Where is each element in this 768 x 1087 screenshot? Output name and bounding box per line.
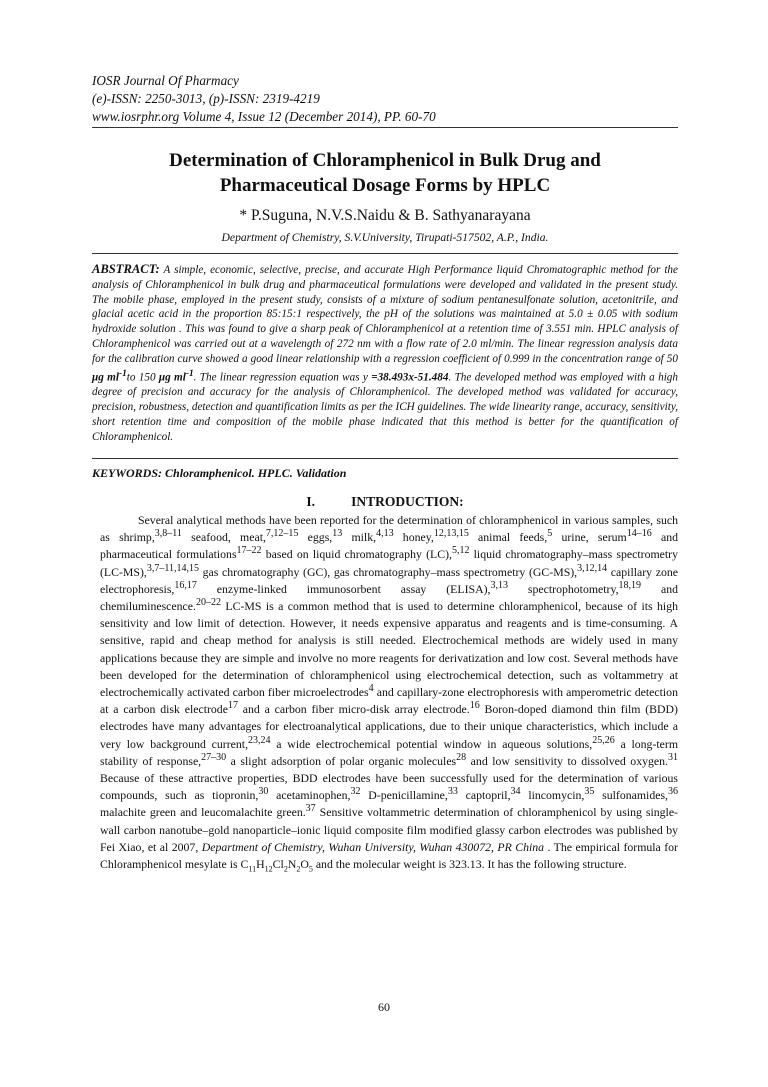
text-run: seafood, meat,: [181, 530, 266, 545]
formula-subscript: 12: [264, 864, 273, 874]
citation-ref: 3,7–11,14,15: [146, 562, 199, 574]
unit: μg ml: [92, 371, 119, 384]
text-run: and chemiluminescence.: [100, 581, 679, 614]
abstract-text: A simple, economic, selective, precise, and accurate High Performance liquid Chromatographic method for the analysis of Chloramphenicol in bulk drug and pharmaceutical formulations were developed and validated in the present study. The mobile phase, employed in the present study, consists of a mixture of sodium pentanesulfonate solution, acetonitrile, and glacial acetic acid in the proportion 85:15:1 respectively, the pH of the solutions was maintained at 5.0 ± 0.05 with sodium hydroxide solution . This was found to give a sharp peak of Chloramphenicol at a retention time of 3.551 min. HPLC analysis of Chloramphenicol was carried out at a wavelength of 272 nm with a flow rate of 2.0 ml/min. The linear regression analysis data for the calibration curve showed a good linear relationship with a regression coefficient of 0.999 in the concentration range of 50: [92, 264, 678, 365]
text-run: lincomycin,: [520, 788, 585, 803]
citation-ref: 34: [510, 786, 521, 798]
text-run: milk,: [342, 530, 377, 545]
text-run: Because of these attractive properties, BDD electrodes have been successfully used for the determination of various compounds, such as tiopronin,: [100, 771, 678, 803]
text-run: sulfonamides,: [594, 788, 668, 803]
text-run: Boron-doped diamond thin film (BDD) electrodes have many advantages for electroanalytical applications, due to their unique characteristics, which include a very low background current,: [100, 702, 678, 751]
citation-ref: 5,12: [451, 545, 470, 557]
citation-ref: 33: [447, 786, 458, 798]
text-run: a wide electrochemical potential window in aqueous solutions,: [270, 736, 593, 751]
unit: μg ml: [158, 371, 186, 384]
affiliation-divider: [92, 253, 678, 254]
section-heading: [92, 494, 678, 510]
text-run: enzyme-linked immunosorbent assay (ELISA),: [196, 581, 491, 596]
section-title: INTRODUCTION:: [351, 494, 464, 509]
text-run: Sensitive voltammetric determination of chloramphenicol by using single-wall carbon nanotube–gold nanoparticle–ionic liquid composite film modified glassy carbon electrodes was published by Fei Xiao, et al 2007,: [100, 805, 678, 854]
abstract: [92, 262, 678, 444]
abstract-text: . The developed method was employed with a high degree of precision and accuracy for the analysis of Chloramphenicol. The developed method was validated for accuracy, precision, robustness, detection and quantification limits as per the ICH guidelines. The wide linearity range, accuracy, sensitivity, short retention time and composition of the mobile phase indicated that this method is better for the quantification of Chloramphenicol.: [92, 371, 678, 443]
citation-ref: 3,13: [490, 579, 508, 591]
journal-volume: www.iosrphr.org Volume 4, Issue 12 (December 2014), PP. 60-70: [92, 109, 436, 124]
citation-ref: 16,17: [174, 579, 197, 591]
introduction-body: [100, 512, 678, 873]
abstract-text: to 150: [126, 371, 159, 384]
citation-ref: 30: [258, 786, 269, 798]
text-run: capillary zone electrophoresis,: [100, 564, 678, 596]
citation-ref: 20–22: [195, 597, 221, 609]
formula-subscript: 11: [248, 864, 257, 874]
journal-header: [92, 72, 692, 126]
citation-ref: 14–16: [626, 528, 652, 540]
intro-paragraph: [100, 512, 678, 873]
text-run: and pharmaceutical formulations: [100, 530, 679, 562]
citation-ref: 4,13: [376, 528, 394, 540]
regression-equation: =38.493x-51.484: [371, 371, 449, 384]
formula-element: H: [256, 857, 265, 872]
unit-exponent: -1: [185, 368, 194, 379]
text-run: based on liquid chromatography (LC),: [261, 547, 452, 562]
text-run: acetaminophen,: [268, 788, 351, 803]
citation-ref: 25,26: [592, 734, 615, 746]
abstract-divider: [92, 458, 678, 459]
keywords: KEYWORDS: Chloramphenicol. HPLC. Validation: [92, 466, 347, 480]
citation-ref: 18,19: [618, 579, 642, 591]
text-run: gas chromatography (GC), gas chromatography–mass spectrometry (GC-MS),: [199, 564, 578, 579]
citation-ref: 23,24: [248, 734, 271, 746]
citation-ref: 31: [667, 751, 678, 763]
text-run: a slight adsorption of polar organic molecules: [226, 753, 457, 768]
title-line-2: Pharmaceutical Dosage Forms by HPLC: [219, 175, 551, 196]
citation-ref: 17: [227, 700, 238, 712]
text-run: a long-term stability of response,: [100, 736, 679, 768]
citation-ref: 16: [469, 700, 480, 712]
citation-ref: 32: [350, 786, 361, 798]
text-run: eggs,: [298, 530, 333, 545]
paper-title: [92, 148, 678, 198]
text-run: liquid chromatography–mass spectrometry (LC-MS),: [100, 547, 678, 579]
citation-ref: 37: [305, 803, 316, 815]
header-divider: [92, 127, 678, 128]
text-run: honey,: [393, 530, 434, 545]
text-run: and low sensitivity to dissolved oxygen.: [466, 753, 668, 768]
text-run: and the molecular weight is 323.13. It has the following structure.: [312, 857, 627, 872]
citation-ref: 5: [547, 528, 553, 540]
citation-ref: 13: [332, 528, 343, 540]
text-run: and capillary-zone electrophoresis with amperometric detection at a carbon disk electrode: [100, 685, 678, 717]
page-number: 60: [378, 1000, 390, 1014]
authors: * P.Suguna, N.V.S.Naidu & B. Sathyanarayana: [239, 207, 531, 224]
abstract-text: . The linear regression equation was y: [193, 371, 372, 384]
text-run: D-penicillamine,: [360, 788, 448, 803]
citation-ref: 36: [668, 786, 678, 798]
formula-element: Cl: [272, 857, 284, 872]
text-run: Several analytical methods have been reported for the determination of chloramphenicol in various samples, such as shrimp,: [100, 513, 678, 545]
citation-ref: 12,13,15: [433, 528, 469, 540]
text-run: spectrophotometry,: [507, 581, 619, 596]
formula-element: N: [287, 857, 297, 872]
citation-ref: 4: [368, 683, 374, 695]
text-run: and a carbon fiber micro-disk array electrode.: [237, 702, 470, 717]
citation-ref: 7,12–15: [265, 528, 299, 540]
text-run: . The empirical formula for Chloramphenicol mesylate is C: [100, 839, 678, 872]
text-run: urine, serum: [552, 530, 627, 545]
abstract-label: ABSTRACT:: [92, 262, 160, 276]
citation-ref: 3,8–11: [154, 528, 182, 540]
citation-ref: 27–30: [201, 751, 227, 763]
text-run: animal feeds,: [468, 530, 548, 545]
title-line-1: Determination of Chloramphenicol in Bulk Drug and: [169, 150, 601, 171]
text-run: captopril,: [457, 788, 511, 803]
text-run: malachite green and leucomalachite green.: [100, 805, 306, 820]
formula-subscript: 2: [296, 864, 301, 874]
formula-element: O: [300, 857, 309, 872]
text-run: LC-MS is a common method that is used to determine chloramphenicol, because of its high sensitivity and low limit of detection. However, it needs expensive apparatus and reagents and is time-consuming. A sensitive, rapid and cheap method for analysis is still needed. Electrochemical methods are widely used in many applications because they are simple and involve no more reagents for derivatization and low cost. Several methods have been developed for the determination of chloramphenicol using electrochemical detection, such as voltammetry at electrochemically activated carbon fiber microelectrodes: [100, 599, 678, 700]
formula-subscript: 2: [283, 864, 288, 874]
affiliation: Department of Chemistry, S.V.University, Tirupati-517502, A.P., India.: [221, 231, 549, 244]
journal-issn: (e)-ISSN: 2250-3013, (p)-ISSN: 2319-4219: [92, 91, 320, 106]
citation-ref: 35: [584, 786, 595, 798]
affiliation-citation: Department of Chemistry, Wuhan University, Wuhan 430072, PR China: [201, 839, 545, 854]
citation-ref: 28: [456, 751, 467, 763]
unit-exponent: -1: [118, 368, 127, 379]
citation-ref: 17–22: [236, 545, 262, 557]
formula-subscript: 5: [308, 864, 313, 874]
citation-ref: 3,12,14: [577, 562, 608, 574]
journal-name: IOSR Journal Of Pharmacy: [92, 73, 239, 88]
section-number: I.: [306, 494, 316, 509]
